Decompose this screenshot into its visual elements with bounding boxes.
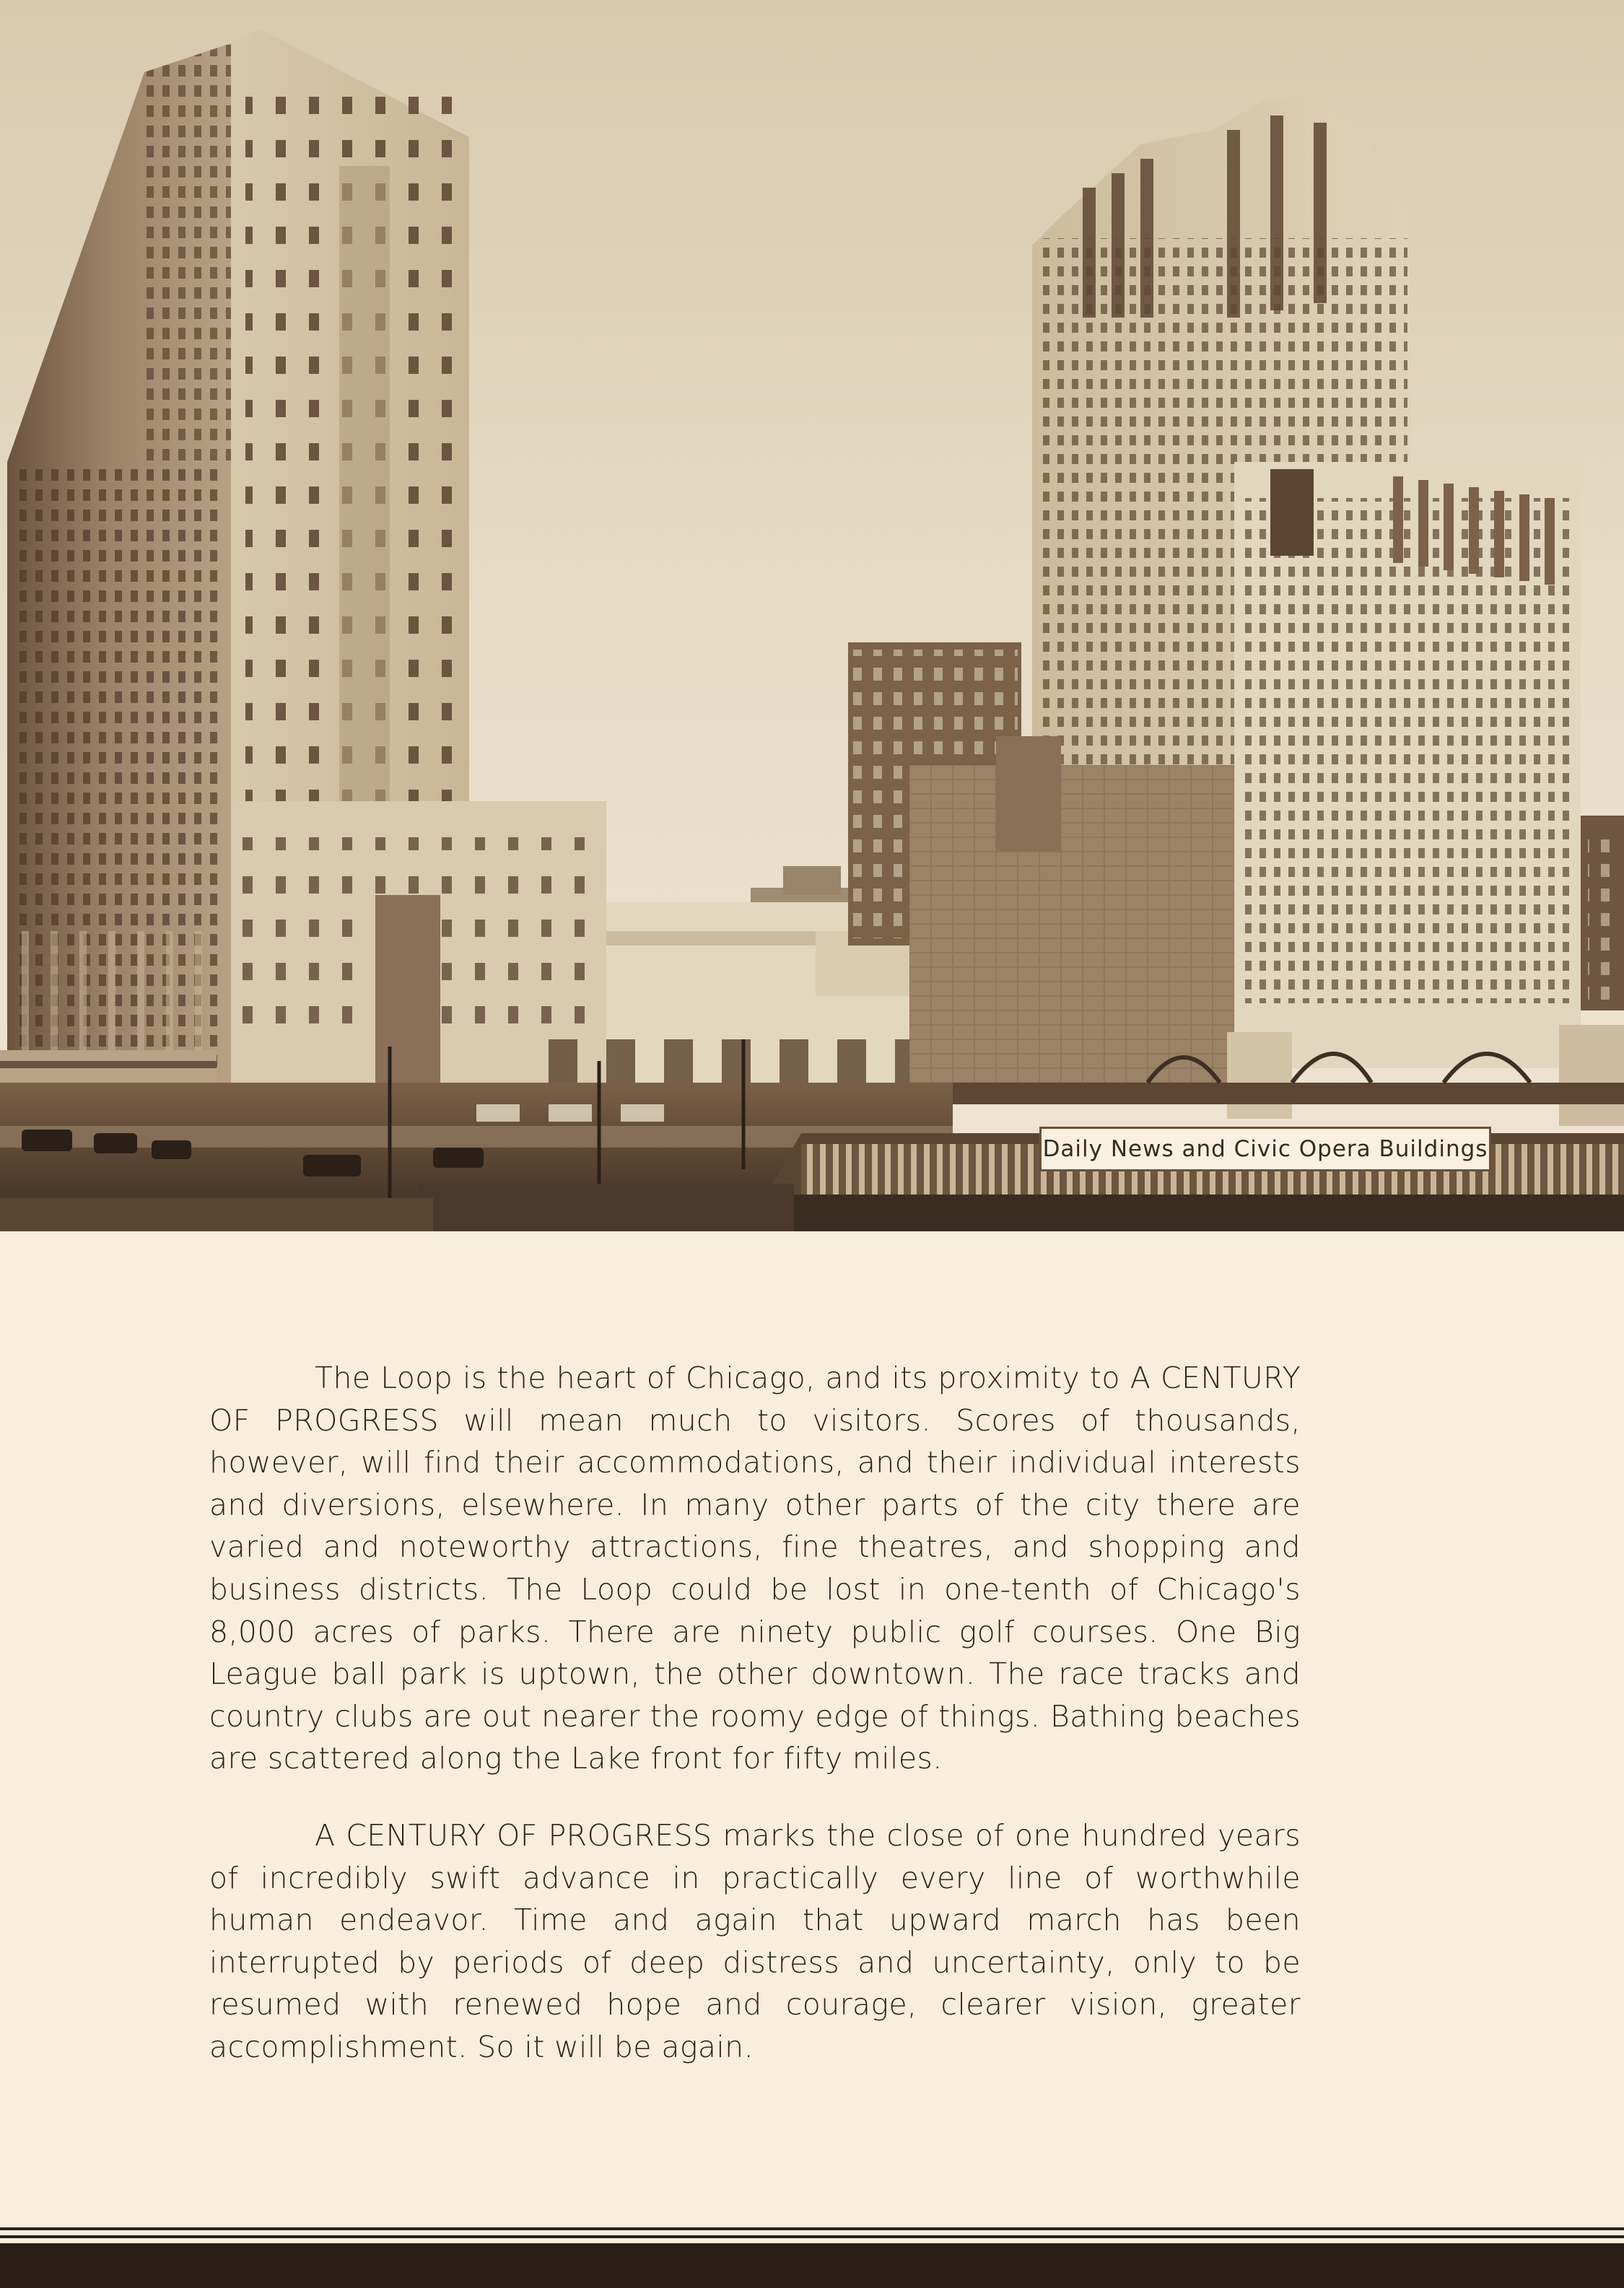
paragraph-century-of-progress: A CENTURY OF PROGRESS marks the close of one hundred years of incredibly swift advance in practically every line of worthwhile human endeavor. Time and again that upward march has been interrupted by periods of deep distress and uncertainty, only to be resumed with renewed hope and courage, clearer vision, greater accomplishment. So it will be again. xyxy=(209,1817,1301,2064)
body-text xyxy=(209,1357,1301,2069)
footer-band xyxy=(0,2243,1624,2288)
paragraph-loop: The Loop is the heart of Chicago, and its proximity to A CENTURY OF PROGRESS will mean much to visitors. Scores of thousands, however, will find their accommodations, and their individual interests and diversions, elsewhere. In many other parts of the city there are varied and noteworthy attractions, fine theatres, and shopping and business districts. The Loop could be lost in one-tenth of Chicago's 8,000 acres of parks. There are ninety public golf courses. One Big League ball park is uptown, the other downtown. The race tracks and country clubs are out nearer the roomy edge of things. Bathing beaches are scattered along the Lake front for fifty miles. xyxy=(209,1361,1301,1776)
bottom-rule-upper xyxy=(0,2227,1624,2230)
bottom-rule-lower xyxy=(0,2235,1624,2238)
photo-caption: Daily News and Civic Opera Buildings xyxy=(1039,1127,1491,1171)
